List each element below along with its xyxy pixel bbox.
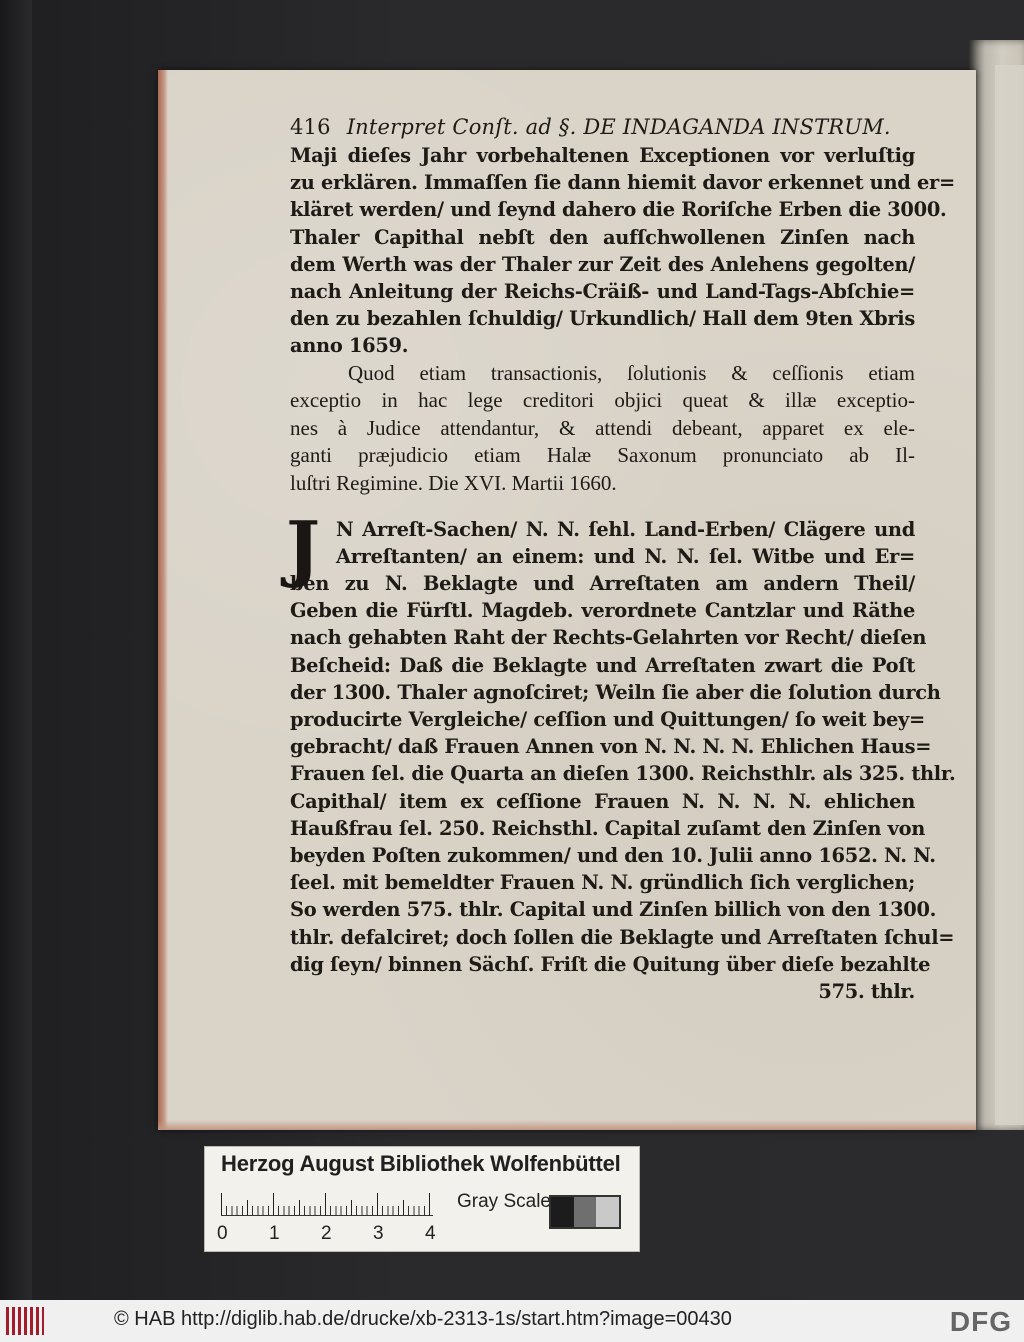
text-line: Capithal/ item ex ceſſione Frauen N. N. N. N. ehlichen xyxy=(290,789,915,813)
ruler-number: 1 xyxy=(269,1223,280,1244)
copyright-link[interactable]: © HAB http://diglib.hab.de/drucke/xb-2313-1s/start.htm?image=00430 xyxy=(114,1308,732,1330)
text-line: nach Anleitung der Reichs-Cräiß- und Land-Tags-Abſchie= xyxy=(290,280,915,304)
ruler-major-tick xyxy=(273,1193,274,1215)
book-spine-shadow xyxy=(0,0,32,1300)
grayscale-label: Gray Scale xyxy=(457,1191,551,1212)
grayscale-dark xyxy=(551,1197,574,1227)
text-line: zu erklären. Immaſſen ſie dann hiemit davor erkennet und er= xyxy=(290,171,955,195)
drop-initial: J xyxy=(286,504,321,590)
text-line: luſtri Regimine. Die XVI. Martii 1660. xyxy=(290,471,617,495)
ruler-mid-tick xyxy=(299,1200,300,1215)
ruler-mid-tick xyxy=(403,1200,404,1215)
ruler-number: 2 xyxy=(321,1223,332,1244)
text-line: Quod etiam transactionis, ſolutionis & ceſſionis etiam xyxy=(348,360,915,385)
paragraph-latin xyxy=(290,360,915,498)
text-line: dem Werth was der Thaler zur Zeit des Anlehens gegolten/ xyxy=(290,252,915,276)
ruler-number: 3 xyxy=(373,1223,384,1244)
text-line: Beſcheid: Daß die Beklagte und Arreſtaten zwart die Poſt xyxy=(290,653,915,677)
text-line: Haußfrau ſel. 250. Reichsthl. Capital zuſamt den Zinſen von xyxy=(290,816,926,840)
text-line: gebracht/ daß Frauen Annen von N. N. N. N. Ehlichen Haus= xyxy=(290,735,932,759)
text-line: dig ſeyn/ binnen Sächſ. Friſt die Quitung über dieſe bezahlte xyxy=(290,952,931,976)
text-line: der 1300. Thaler agnoſciret; Weiln ſie aber die ſolution durch xyxy=(290,680,941,704)
ruler-mid-tick xyxy=(351,1200,352,1215)
ruler-major-tick xyxy=(429,1193,430,1215)
ruler-number: 4 xyxy=(425,1223,436,1244)
footer-bar xyxy=(0,1300,1024,1342)
text-line: ſeel. mit bemeldter Frauen N. N. gründlich ſich verglichen; xyxy=(290,871,915,895)
text-line: ben zu N. Beklagte und Arreſtaten am andern Theil/ xyxy=(290,572,915,595)
text-line: Arreſtanten/ an einem: und N. N. ſel. Witbe und Er= xyxy=(336,544,915,568)
page-number: 416 xyxy=(290,115,331,139)
text-line: N Arreſt-Sachen/ N. N. ſehl. Land-Erben/ Clägere und xyxy=(336,517,915,541)
running-header xyxy=(290,112,915,142)
library-label xyxy=(204,1146,640,1252)
page-text xyxy=(286,112,956,1005)
ruler-major-tick xyxy=(377,1193,378,1215)
text-line: kläret werden/ und ſeynd dahero die Roriſche Erben die 3000. xyxy=(290,198,947,222)
hab-logo-icon xyxy=(6,1307,44,1335)
grayscale-mid xyxy=(574,1197,597,1227)
ruler-major-tick xyxy=(221,1193,222,1215)
ruler-mid-tick xyxy=(247,1200,248,1215)
text-line: Thaler Capithal nebſt den aufſchwollenen Zinſen nach xyxy=(290,225,915,249)
text-line: thlr. defalciret; doch ſollen die Beklagte und Arreſtaten ſchul= xyxy=(290,925,955,949)
text-line: Frauen ſel. die Quarta an dieſen 1300. Reichsthlr. als 325. thlr. xyxy=(290,762,956,786)
text-line: exceptio in hac lege creditori objici queat & illæ exceptio- xyxy=(290,388,915,413)
text-line: beyden Poſten zukommen/ und den 10. Julii anno 1652. N. N. xyxy=(290,844,936,868)
grayscale-swatch xyxy=(549,1195,621,1229)
text-line: nach gehabten Raht der Rechts-Gelahrten vor Recht/ dieſen xyxy=(290,626,927,650)
text-line: Maji dieſes Jahr vorbehaltenen Exceptionen vor verluſtig xyxy=(290,144,915,167)
text-line: Geben die Fürſtl. Magdeb. verordnete Cantzlar und Räthe xyxy=(290,599,915,623)
text-line: So werden 575. thlr. Capital und Zinſen billich von den 1300. xyxy=(290,898,937,922)
adjacent-leaf-edge xyxy=(995,65,1024,1125)
catchword: 575. thlr. xyxy=(818,980,915,1004)
text-line: nes à Judice attendantur, & attendi debeant, apparet ex ele- xyxy=(290,415,915,440)
ruler-number: 0 xyxy=(217,1223,228,1244)
grayscale-light xyxy=(596,1197,619,1227)
measurement-ruler xyxy=(221,1193,433,1216)
running-title: Interpret Conſt. ad §. DE INDAGANDA INSTRUM. xyxy=(346,115,891,139)
library-name: Herzog August Bibliothek Wolfenbüttel xyxy=(221,1151,621,1176)
paragraph-german-1 xyxy=(290,142,955,360)
text-line: anno 1659. xyxy=(290,334,409,358)
page-red-edge xyxy=(158,70,168,1130)
paragraph-gap xyxy=(290,498,915,516)
ruler-major-tick xyxy=(325,1193,326,1215)
paragraph-german-2 xyxy=(286,504,956,978)
text-line: producirte Vergleiche/ ceſſion und Quittungen/ ſo weit bey= xyxy=(290,708,925,732)
dfg-logo: DFG xyxy=(949,1306,1012,1337)
text-line: ganti præjudicio etiam Halæ Saxonum pronunciato ab Il- xyxy=(290,443,915,468)
page-bottom-edge xyxy=(158,1120,976,1130)
text-line: den zu bezahlen ſchuldig/ Urkundlich/ Hall dem 9ten Xbris xyxy=(290,307,915,331)
